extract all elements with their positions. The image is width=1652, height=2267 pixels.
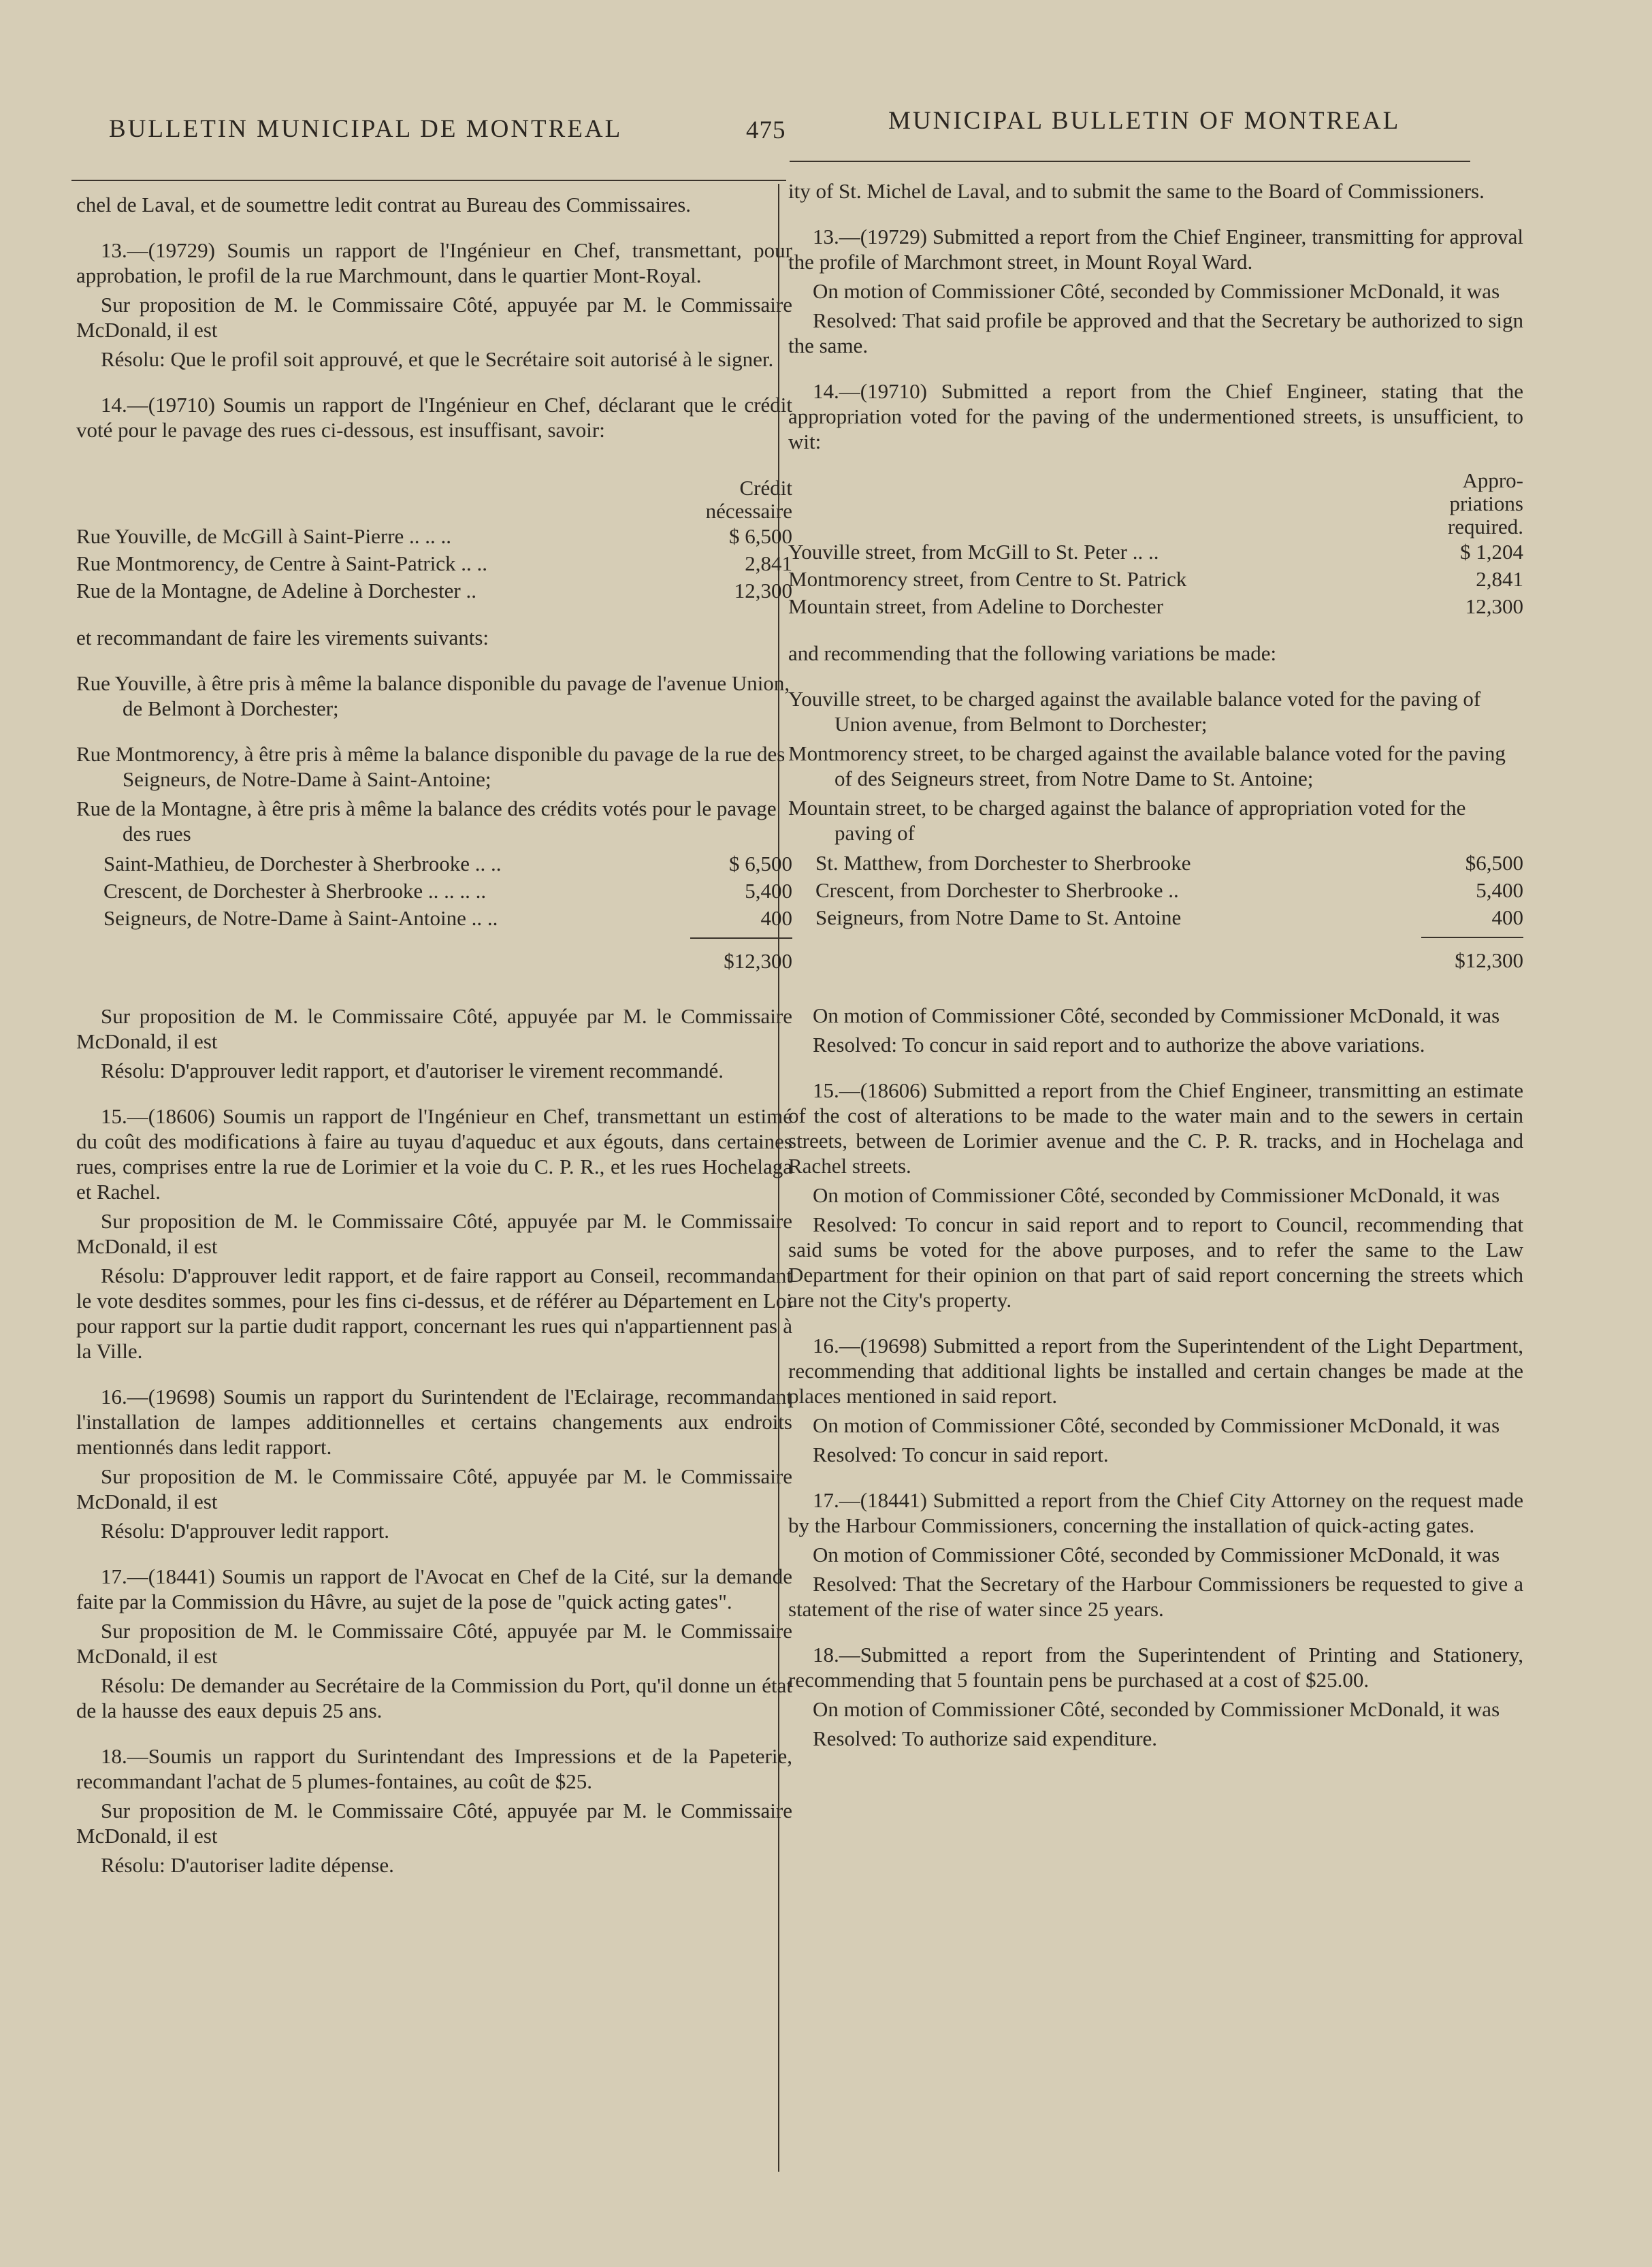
en-item-18-motion: On motion of Commissioner Côté, seconded by Commissioner McDonald, it was [813,1697,1500,1721]
header-rule-right [790,161,1470,162]
table-row: Saint-Mathieu, de Dorchester à Sherbrooke .. .. $ 6,500 [103,852,792,875]
table-row: Crescent, de Dorchester à Sherbrooke .. .. .. .. 5,400 [103,879,792,903]
fr-item-14-intro: 14.—(19710) Soumis un rapport de l'Ingénieur en Chef, déclarant que le crédit voté pour le pavage des rues ci-dessous, est insuffisant, savoir: [76,393,792,442]
fr-item-17-intro: 17.—(18441) Soumis un rapport de l'Avocat en Chef de la Cité, sur la demande faite par la Commission du Hâvre, au sujet de la pose de "quick acting gates". [76,1564,792,1613]
english-column [788,178,1523,1755]
en-total: $12,300 [788,937,1523,973]
fr-item-18-motion: Sur proposition de M. le Commissaire Côté, appuyée par M. le Commissaire McDonald, il est [76,1799,792,1848]
en-item-18-intro: 18.—Submitted a report from the Superintendent of Printing and Stationery, recommending that 5 fountain pens be purchased at a cost of $25.00. [788,1643,1523,1692]
fr-item-17-motion: Sur proposition de M. le Commissaire Côté, appuyée par M. le Commissaire McDonald, il est [76,1619,792,1668]
fr-item-15-intro: 15.—(18606) Soumis un rapport de l'Ingénieur en Chef, transmettant un estimé du coût des modifications à faire au tuyau d'aqueduc et aux égouts, dans certaines rues, comprises entre la rue de Lorimier et la voie du C. P. R., et les rues Hochelaga et Rachel. [76,1104,792,1204]
en-appropriation-header: Appro- priations required. [1447,468,1523,538]
en-item-14-resolved: Resolved: To concur in said report and to authorize the above variations. [813,1033,1425,1057]
en-item-16-resolved: Resolved: To concur in said report. [813,1443,1109,1466]
en-item-13-motion: On motion of Commissioner Côté, seconded by Commissioner McDonald, it was [813,279,1500,303]
en-item-14-motion: On motion of Commissioner Côté, seconded by Commissioner McDonald, it was [813,1003,1500,1027]
table-row: Seigneurs, de Notre-Dame à Saint-Antoine .. .. 400 [103,906,792,930]
en-transfer-1: Youville street, to be charged against the available balance voted for the paving of Union avenue, from Belmont to Dorchester; [788,687,1481,736]
header-rule-left [71,180,786,181]
fr-item-15-motion: Sur proposition de M. le Commissaire Côté, appuyée par M. le Commissaire McDonald, il est [76,1209,792,1258]
en-item-15-motion: On motion of Commissioner Côté, seconded by Commissioner McDonald, it was [813,1183,1500,1207]
table-row: St. Matthew, from Dorchester to Sherbrooke $6,500 [815,851,1523,875]
fr-transfer-1: Rue Youville, à être pris à même la balance disponible du pavage de l'avenue Union, de Belmont à Dorchester; [76,671,790,720]
en-recommend: and recommending that the following variations be made: [788,641,1277,665]
fr-transfer-3: Rue de la Montagne, à être pris à même la balance des crédits votés pour le pavage des rues [76,797,777,846]
table-row: Seigneurs, from Notre Dame to St. Antoine 400 [815,905,1523,929]
en-transfer-2: Montmorency street, to be charged against the available balance voted for the paving of des Seigneurs street, from Notre Dame to St. Antoine; [788,741,1506,790]
table-row: Crescent, from Dorchester to Sherbrooke .. 5,400 [815,878,1523,902]
fr-recommend: et recommandant de faire les virements suivants: [76,626,489,649]
fr-item-15-resolved: Résolu: D'approuver ledit rapport, et de faire rapport au Conseil, recommandant le vote desdites sommes, pour les fins ci-dessus, et de référer au Département en Loi pour rapport sur la partie dudit rapport, concernant les rues qui n'appartiennent pas à la Ville. [76,1264,792,1363]
en-item-16-motion: On motion of Commissioner Côté, seconded by Commissioner McDonald, it was [813,1413,1500,1437]
fr-item-16-motion: Sur proposition de M. le Commissaire Côté, appuyée par M. le Commissaire McDonald, il est [76,1464,792,1513]
table-row: Youville street, from McGill to St. Peter .. .. $ 1,204 [788,540,1523,564]
fr-item-14-motion: Sur proposition de M. le Commissaire Côté, appuyée par M. le Commissaire McDonald, il est [76,1004,792,1053]
en-sub-table [815,850,1523,931]
en-item-15-resolved: Resolved: To concur in said report and to report to Council, recommending that said sums be voted for the above purposes, and to refer the same to the Law Department for their opinion on that part of said report concerning the streets which are not the City's property. [788,1212,1523,1312]
en-item-17-motion: On motion of Commissioner Côté, seconded by Commissioner McDonald, it was [813,1543,1500,1566]
page-number: 475 [746,116,786,144]
en-continuation: ity of St. Michel de Laval, and to submit the same to the Board of Commissioners. [788,179,1485,203]
en-item-15-intro: 15.—(18606) Submitted a report from the Chief Engineer, transmitting an estimate of the cost of alterations to be made to the water main and to the sewers in certain streets, between de Lorimier avenue and the C. P. R. tracks, and in Hochelaga and Rachel streets. [788,1078,1523,1178]
fr-item-13-motion: Sur proposition de M. le Commissaire Côté, appuyée par M. le Commissaire McDonald, il est [76,293,792,342]
table-row: Rue Youville, de McGill à Saint-Pierre .. .. .. $ 6,500 [76,524,792,548]
fr-item-16-intro: 16.—(19698) Soumis un rapport du Surintendent de l'Eclairage, recommandant l'installation de lampes additionnelles et certains changements aux endroits mentionnés dans ledit rapport. [76,1385,792,1459]
fr-total: $12,300 [76,937,792,974]
fr-sub-table [103,850,792,932]
fr-continuation: chel de Laval, et de soumettre ledit contrat au Bureau des Commissaires. [76,193,692,216]
french-column [76,192,792,1882]
fr-credit-table [76,523,792,605]
header-right-title: MUNICIPAL BULLETIN OF MONTREAL [888,107,1401,135]
en-item-13-intro: 13.—(19729) Submitted a report from the Chief Engineer, transmitting for approval the profile of Marchmont street, in Mount Royal Ward. [788,225,1523,274]
fr-item-17-resolved: Résolu: De demander au Secrétaire de la Commission du Port, qu'il donne un état de la hausse des eaux depuis 25 ans. [76,1673,792,1722]
header-left-title: BULLETIN MUNICIPAL DE MONTREAL [109,115,623,143]
en-item-13-resolved: Resolved: That said profile be approved and that the Secretary be authorized to sign the same. [788,308,1523,357]
en-item-14-intro: 14.—(19710) Submitted a report from the Chief Engineer, stating that the appropriation voted for the paving of the undermentioned streets, is unsufficient, to wit: [788,379,1523,453]
en-item-17-intro: 17.—(18441) Submitted a report from the Chief City Attorney on the request made by the Harbour Commissioners, concerning the installation of quick-acting gates. [788,1488,1523,1537]
fr-transfer-2: Rue Montmorency, à être pris à même la balance disponible du pavage de la rue des Seigneurs, de Notre-Dame à Saint-Antoine; [76,742,785,791]
fr-item-14-resolved: Résolu: D'approuver ledit rapport, et d'autoriser le virement recommandé. [101,1059,724,1082]
table-row: Montmorency street, from Centre to St. Patrick 2,841 [788,567,1523,591]
table-row: Rue Montmorency, de Centre à Saint-Patrick .. .. 2,841 [76,551,792,575]
en-item-18-resolved: Resolved: To authorize said expenditure. [813,1726,1158,1750]
en-item-17-resolved: Resolved: That the Secretary of the Harbour Commissioners be requested to give a statement of the rise of water since 25 years. [788,1572,1523,1621]
fr-item-13-intro: 13.—(19729) Soumis un rapport de l'Ingénieur en Chef, transmettant, pour approbation, le profil de la rue Marchmount, dans le quartier Mont-Royal. [76,238,792,287]
en-transfer-3: Mountain street, to be charged against the balance of appropriation voted for the paving of [788,796,1466,845]
fr-item-18-intro: 18.—Soumis un rapport du Surintendant des Impressions et de la Papeterie, recommandant l'achat de 5 plumes-fontaines, au coût de $25. [76,1744,792,1793]
fr-item-13-resolved: Résolu: Que le profil soit approuvé, et que le Secrétaire soit autorisé à le signer. [101,347,774,371]
table-row: Rue de la Montagne, de Adeline à Dorchester .. 12,300 [76,579,792,602]
en-item-16-intro: 16.—(19698) Submitted a report from the Superintendent of the Light Department, recommending that additional lights be installed and certain changes be made at the places mentioned in said report. [788,1334,1523,1408]
table-row: Mountain street, from Adeline to Dorchester 12,300 [788,594,1523,618]
en-appropriation-table [788,538,1523,620]
fr-item-18-resolved: Résolu: D'autoriser ladite dépense. [101,1853,394,1877]
fr-item-16-resolved: Résolu: D'approuver ledit rapport. [101,1519,389,1543]
fr-credit-header: Crédit nécessaire [705,476,792,523]
